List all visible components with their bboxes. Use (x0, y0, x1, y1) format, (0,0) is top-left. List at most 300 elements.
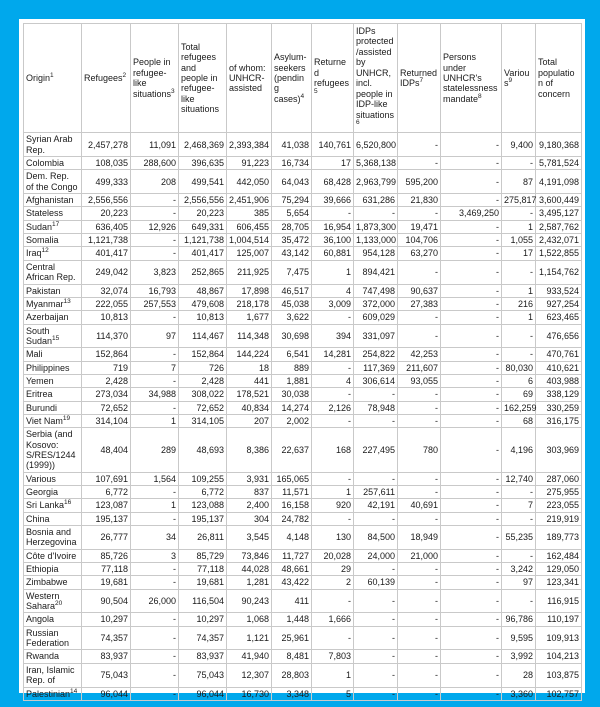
value-cell: 60,881 (312, 247, 354, 260)
column-header-1: Refugees$^2$ (82, 24, 131, 133)
value-cell: 252,865 (179, 260, 227, 284)
value-cell: - (441, 311, 502, 324)
value-cell: 3,992 (502, 650, 536, 663)
value-cell: - (312, 626, 354, 650)
table-body (24, 133, 582, 700)
value-cell: - (354, 388, 398, 401)
value-cell: 12,740 (502, 472, 536, 485)
value-cell: 20,223 (82, 207, 131, 220)
value-cell: - (131, 348, 179, 361)
value-cell: - (312, 414, 354, 427)
value-cell: - (441, 576, 502, 589)
value-cell: 411 (272, 589, 312, 613)
value-cell: - (398, 687, 441, 700)
value-cell: - (398, 626, 441, 650)
value-cell: 3,600,449 (536, 194, 582, 207)
value-cell: 17 (502, 247, 536, 260)
value-cell: 2,393,384 (227, 133, 272, 157)
value-cell: - (441, 563, 502, 576)
value-cell: 249,042 (82, 260, 131, 284)
value-cell: - (398, 472, 441, 485)
table-row (24, 499, 582, 512)
table-row (24, 576, 582, 589)
value-cell: 631,286 (354, 194, 398, 207)
value-cell: 2,432,071 (536, 234, 582, 247)
value-cell: 372,000 (354, 297, 398, 310)
value-cell: - (441, 414, 502, 427)
value-cell: 5,368,138 (354, 157, 398, 170)
value-cell: 123,087 (82, 499, 131, 512)
value-cell: 211,925 (227, 260, 272, 284)
value-cell: 5,781,524 (536, 157, 582, 170)
table-row (24, 388, 582, 401)
value-cell: 152,864 (179, 348, 227, 361)
value-cell: 8,386 (227, 428, 272, 472)
origin-cell: Iran, Islamic Rep. of (24, 663, 82, 687)
value-cell: 595,200 (398, 170, 441, 194)
value-cell: - (398, 650, 441, 663)
value-cell: 114,348 (227, 324, 272, 348)
value-cell: 40,691 (398, 499, 441, 512)
value-cell: - (354, 626, 398, 650)
value-cell: 1,677 (227, 311, 272, 324)
value-cell: 60,139 (354, 576, 398, 589)
table-row (24, 512, 582, 525)
value-cell: 5,654 (272, 207, 312, 220)
value-cell: 117,369 (354, 361, 398, 374)
value-cell: 275,817 (502, 194, 536, 207)
value-cell: 1 (131, 499, 179, 512)
value-cell: 144,224 (227, 348, 272, 361)
value-cell: 889 (272, 361, 312, 374)
value-cell: 97 (131, 324, 179, 348)
table-row (24, 247, 582, 260)
value-cell: 20,028 (312, 549, 354, 562)
value-cell: 19,681 (179, 576, 227, 589)
header-row (24, 24, 582, 133)
value-cell: 73,846 (227, 549, 272, 562)
value-cell: 2,468,369 (179, 133, 227, 157)
value-cell: 96,044 (82, 687, 131, 700)
origin-cell: Burundi (24, 401, 82, 414)
value-cell: - (441, 613, 502, 626)
column-header-4: of whom: UNHCR-assisted (227, 24, 272, 133)
value-cell: 129,050 (536, 563, 582, 576)
value-cell: 216 (502, 297, 536, 310)
origin-cell: Dem. Rep. of the Congo (24, 170, 82, 194)
value-cell: - (312, 589, 354, 613)
value-cell: - (398, 414, 441, 427)
value-cell: - (131, 626, 179, 650)
value-cell: - (131, 650, 179, 663)
value-cell: - (131, 311, 179, 324)
value-cell: 12,926 (131, 220, 179, 233)
origin-cell: Syrian Arab Rep. (24, 133, 82, 157)
value-cell: 403,988 (536, 374, 582, 387)
column-header-8: Returned IDPs$^7$ (398, 24, 441, 133)
value-cell: 85,726 (82, 549, 131, 562)
value-cell: 30,038 (272, 388, 312, 401)
origin-cell: Angola (24, 613, 82, 626)
value-cell: 920 (312, 499, 354, 512)
origin-cell: Ethiopia (24, 563, 82, 576)
value-cell: 74,357 (82, 626, 131, 650)
value-cell: 189,773 (536, 526, 582, 550)
table-row (24, 207, 582, 220)
value-cell: 288,600 (131, 157, 179, 170)
value-cell: - (441, 194, 502, 207)
value-cell: - (441, 133, 502, 157)
value-cell: 894,421 (354, 260, 398, 284)
value-cell: 109,255 (179, 472, 227, 485)
value-cell: - (398, 157, 441, 170)
value-cell: 195,137 (82, 512, 131, 525)
value-cell: - (441, 650, 502, 663)
value-cell: 211,607 (398, 361, 441, 374)
value-cell: - (131, 247, 179, 260)
value-cell: - (502, 549, 536, 562)
table-row (24, 687, 582, 700)
value-cell: - (502, 512, 536, 525)
value-cell: 17,898 (227, 284, 272, 297)
value-cell: 314,105 (179, 414, 227, 427)
value-cell: 314,104 (82, 414, 131, 427)
value-cell: 10,813 (82, 311, 131, 324)
value-cell: 16,793 (131, 284, 179, 297)
value-cell: 102,757 (536, 687, 582, 700)
value-cell: 609,029 (354, 311, 398, 324)
value-cell: 4,191,098 (536, 170, 582, 194)
value-cell: 1 (312, 260, 354, 284)
value-cell: 48,404 (82, 428, 131, 472)
value-cell: 2,587,762 (536, 220, 582, 233)
column-header-10: Various$^9$ (502, 24, 536, 133)
value-cell: 195,137 (179, 512, 227, 525)
value-cell: 1 (502, 220, 536, 233)
value-cell: 4 (312, 374, 354, 387)
value-cell: 103,875 (536, 663, 582, 687)
value-cell: - (441, 428, 502, 472)
column-header-9: Persons under UNHCR's statelessness mandate$^8$ (441, 24, 502, 133)
value-cell: 287,060 (536, 472, 582, 485)
value-cell: 410,621 (536, 361, 582, 374)
value-cell: 933,524 (536, 284, 582, 297)
value-cell: - (131, 486, 179, 499)
column-header-6: Returned refugees$^5$ (312, 24, 354, 133)
value-cell: - (398, 486, 441, 499)
value-cell: - (441, 388, 502, 401)
value-cell: 780 (398, 428, 441, 472)
value-cell: 308,022 (179, 388, 227, 401)
value-cell: - (354, 589, 398, 613)
value-cell: 927,254 (536, 297, 582, 310)
value-cell: - (441, 401, 502, 414)
origin-cell: Serbia (and Kosovo: S/RES/1244 (1999)) (24, 428, 82, 472)
value-cell: 46,517 (272, 284, 312, 297)
value-cell: - (441, 486, 502, 499)
value-cell: 18,949 (398, 526, 441, 550)
value-cell: 10,297 (179, 613, 227, 626)
value-cell: 14,274 (272, 401, 312, 414)
value-cell: 401,417 (82, 247, 131, 260)
value-cell: 7,475 (272, 260, 312, 284)
value-cell: 42,191 (354, 499, 398, 512)
value-cell: 26,777 (82, 526, 131, 550)
value-cell: 10,297 (82, 613, 131, 626)
value-cell: 90,504 (82, 589, 131, 613)
value-cell: 90,637 (398, 284, 441, 297)
value-cell: - (354, 650, 398, 663)
value-cell: 83,937 (179, 650, 227, 663)
value-cell: - (441, 247, 502, 260)
value-cell: - (354, 414, 398, 427)
value-cell: - (398, 563, 441, 576)
value-cell: 208 (131, 170, 179, 194)
origin-cell: Philippines (24, 361, 82, 374)
value-cell: - (354, 687, 398, 700)
table-row (24, 133, 582, 157)
value-cell: 649,331 (179, 220, 227, 233)
value-cell: 3 (131, 549, 179, 562)
value-cell: - (354, 563, 398, 576)
value-cell: 16,734 (272, 157, 312, 170)
value-cell: - (441, 157, 502, 170)
value-cell: 7 (131, 361, 179, 374)
value-cell: 77,118 (179, 563, 227, 576)
origin-cell: Sudan$^{17}$ (24, 220, 82, 233)
value-cell: - (502, 260, 536, 284)
value-cell: 10,813 (179, 311, 227, 324)
value-cell: - (131, 687, 179, 700)
value-cell: 68 (502, 414, 536, 427)
value-cell: - (131, 663, 179, 687)
value-cell: - (131, 563, 179, 576)
value-cell: - (131, 512, 179, 525)
value-cell: 3,469,250 (441, 207, 502, 220)
value-cell: 1,133,000 (354, 234, 398, 247)
table-row (24, 284, 582, 297)
value-cell: 6,541 (272, 348, 312, 361)
value-cell: - (441, 297, 502, 310)
value-cell: 26,000 (131, 589, 179, 613)
value-cell: - (354, 613, 398, 626)
value-cell: 162,259 (502, 401, 536, 414)
value-cell: 3,009 (312, 297, 354, 310)
value-cell: 40,834 (227, 401, 272, 414)
value-cell: 108,035 (82, 157, 131, 170)
value-cell: 1,121,738 (82, 234, 131, 247)
value-cell: 123,341 (536, 576, 582, 589)
value-cell: 954,128 (354, 247, 398, 260)
value-cell: 1 (502, 311, 536, 324)
table-row (24, 260, 582, 284)
value-cell: 75,043 (82, 663, 131, 687)
value-cell: 222,055 (82, 297, 131, 310)
table-row (24, 170, 582, 194)
value-cell: 178,521 (227, 388, 272, 401)
origin-cell: Iraq$^{12}$ (24, 247, 82, 260)
value-cell: 97 (502, 576, 536, 589)
table-row (24, 563, 582, 576)
value-cell: 42,253 (398, 348, 441, 361)
value-cell: 16,158 (272, 499, 312, 512)
value-cell: 623,465 (536, 311, 582, 324)
value-cell: 75,294 (272, 194, 312, 207)
value-cell: - (398, 589, 441, 613)
value-cell: 107,691 (82, 472, 131, 485)
value-cell: 27,383 (398, 297, 441, 310)
table-row (24, 234, 582, 247)
value-cell: 254,822 (354, 348, 398, 361)
value-cell: 476,656 (536, 324, 582, 348)
value-cell: - (398, 388, 441, 401)
value-cell: 32,074 (82, 284, 131, 297)
value-cell: 91,223 (227, 157, 272, 170)
value-cell: - (398, 133, 441, 157)
value-cell: - (312, 311, 354, 324)
value-cell: - (502, 486, 536, 499)
value-cell: 4 (312, 284, 354, 297)
value-cell: 116,504 (179, 589, 227, 613)
value-cell: 48,661 (272, 563, 312, 576)
value-cell: 606,455 (227, 220, 272, 233)
origin-cell: Various (24, 472, 82, 485)
value-cell: 85,729 (179, 549, 227, 562)
value-cell: 39,666 (312, 194, 354, 207)
table-row (24, 549, 582, 562)
column-header-7: IDPs protected/assisted by UNHCR, incl. people in IDP-like situations$^6$ (354, 24, 398, 133)
value-cell: - (502, 324, 536, 348)
value-cell: - (354, 472, 398, 485)
population-of-concern-table (23, 23, 582, 701)
value-cell: 1,004,514 (227, 234, 272, 247)
value-cell: 4,148 (272, 526, 312, 550)
table-row (24, 361, 582, 374)
value-cell: 1,068 (227, 613, 272, 626)
value-cell: 338,129 (536, 388, 582, 401)
value-cell: 5 (312, 687, 354, 700)
table-row (24, 663, 582, 687)
value-cell: 2,451,906 (227, 194, 272, 207)
value-cell: - (312, 512, 354, 525)
value-cell: 306,614 (354, 374, 398, 387)
value-cell: 168 (312, 428, 354, 472)
value-cell: 2,126 (312, 401, 354, 414)
value-cell: 223,055 (536, 499, 582, 512)
origin-cell: Yemen (24, 374, 82, 387)
origin-cell: South Sudan$^{15}$ (24, 324, 82, 348)
value-cell: - (398, 663, 441, 687)
value-cell: 63,270 (398, 247, 441, 260)
table-row (24, 526, 582, 550)
value-cell: 165,065 (272, 472, 312, 485)
origin-cell: Russian Federation (24, 626, 82, 650)
value-cell: 28 (502, 663, 536, 687)
value-cell: 109,913 (536, 626, 582, 650)
value-cell: 17 (312, 157, 354, 170)
value-cell: 19,471 (398, 220, 441, 233)
value-cell: 68,428 (312, 170, 354, 194)
value-cell: 719 (82, 361, 131, 374)
value-cell: 22,637 (272, 428, 312, 472)
value-cell: - (354, 512, 398, 525)
value-cell: 289 (131, 428, 179, 472)
value-cell: 69 (502, 388, 536, 401)
value-cell: - (312, 361, 354, 374)
value-cell: 84,500 (354, 526, 398, 550)
value-cell: 11,091 (131, 133, 179, 157)
value-cell: 74,357 (179, 626, 227, 650)
value-cell: - (312, 388, 354, 401)
value-cell: - (441, 361, 502, 374)
value-cell: 72,652 (179, 401, 227, 414)
value-cell: 7,803 (312, 650, 354, 663)
value-cell: - (441, 348, 502, 361)
value-cell: - (131, 194, 179, 207)
origin-cell: Central African Rep. (24, 260, 82, 284)
value-cell: - (131, 401, 179, 414)
value-cell: 2,002 (272, 414, 312, 427)
value-cell: 87 (502, 170, 536, 194)
value-cell: 747,498 (354, 284, 398, 297)
value-cell: - (398, 401, 441, 414)
value-cell: 257,611 (354, 486, 398, 499)
value-cell: 3,931 (227, 472, 272, 485)
value-cell: 394 (312, 324, 354, 348)
origin-cell: Côte d'Ivoire (24, 549, 82, 562)
origin-cell: Colombia (24, 157, 82, 170)
value-cell: 3,348 (272, 687, 312, 700)
value-cell: 2,428 (82, 374, 131, 387)
value-cell: - (312, 472, 354, 485)
column-header-3: Total refugees and people in refugee-like situations (179, 24, 227, 133)
value-cell: 34,988 (131, 388, 179, 401)
origin-cell: Palestinian$^{14}$ (24, 687, 82, 700)
origin-cell: Viet Nam$^{19}$ (24, 414, 82, 427)
value-cell: 114,467 (179, 324, 227, 348)
table-row (24, 428, 582, 472)
value-cell: - (441, 374, 502, 387)
origin-cell: Afghanistan (24, 194, 82, 207)
table-panel (19, 19, 585, 699)
value-cell: 30,698 (272, 324, 312, 348)
value-cell: 21,000 (398, 549, 441, 562)
value-cell: 96,044 (179, 687, 227, 700)
value-cell: - (502, 348, 536, 361)
value-cell: - (312, 207, 354, 220)
value-cell: 6,772 (82, 486, 131, 499)
value-cell: 41,940 (227, 650, 272, 663)
origin-cell: Stateless (24, 207, 82, 220)
value-cell: 19,681 (82, 576, 131, 589)
table-row (24, 324, 582, 348)
value-cell: 3,823 (131, 260, 179, 284)
value-cell: 2,457,278 (82, 133, 131, 157)
value-cell: 25,961 (272, 626, 312, 650)
value-cell: 78,948 (354, 401, 398, 414)
table-row (24, 414, 582, 427)
value-cell: 43,142 (272, 247, 312, 260)
value-cell: - (131, 613, 179, 626)
value-cell: 1,564 (131, 472, 179, 485)
value-cell: 2,556,556 (82, 194, 131, 207)
origin-cell: China (24, 512, 82, 525)
value-cell: 304 (227, 512, 272, 525)
value-cell: 24,000 (354, 549, 398, 562)
table-row (24, 220, 582, 233)
value-cell: 331,097 (354, 324, 398, 348)
value-cell: 257,553 (131, 297, 179, 310)
